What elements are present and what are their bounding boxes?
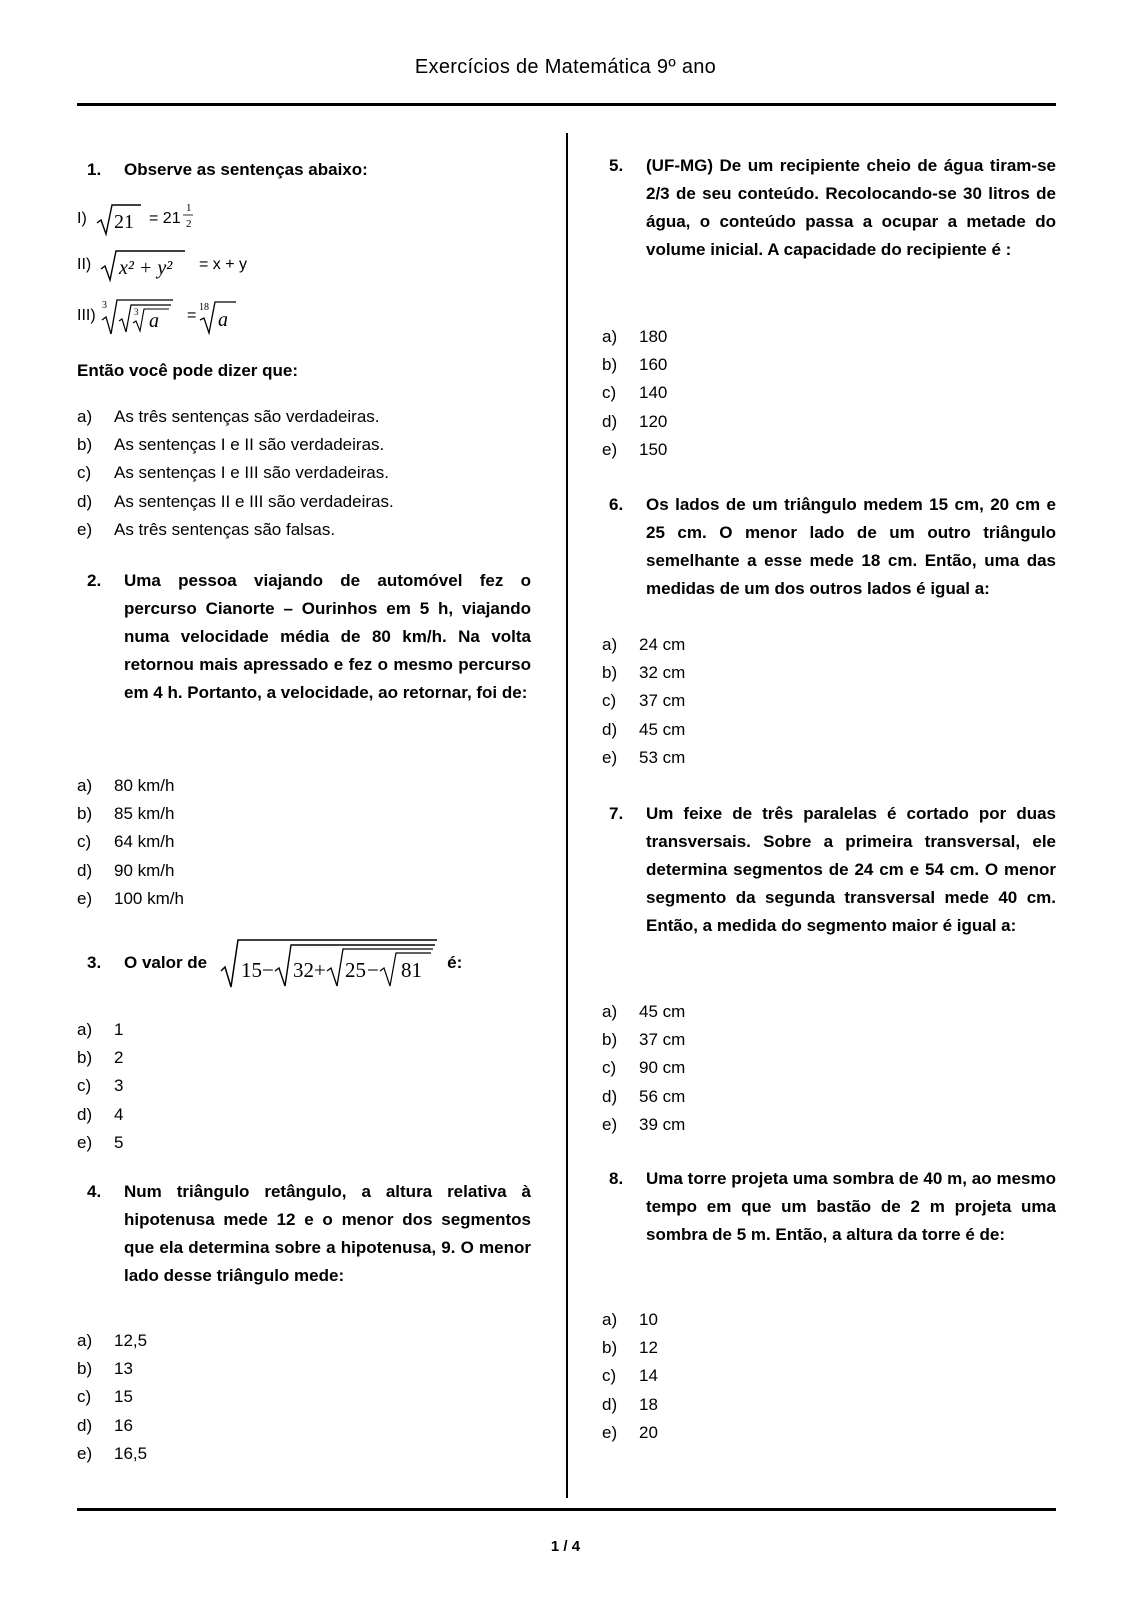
question-text: Os lados de um triângulo medem 15 cm, 20 cm e 25 cm. O menor lado de um outro triângulo semelhante a esse mede 18 cm. Então, uma das medidas de um dos outros lados é igual a: (646, 495, 1056, 598)
question-4 (87, 1178, 531, 1290)
option-c[interactable]: c) 14 (602, 1366, 658, 1386)
option-e[interactable]: e) 53 cm (602, 747, 686, 767)
option-e[interactable]: e) 100 km/h (77, 888, 184, 908)
option-d[interactable]: d) As sentenças II e III são verdadeiras. (77, 491, 394, 511)
svg-text:3: 3 (102, 300, 107, 311)
svg-text:−: − (262, 958, 274, 982)
question-8 (609, 1165, 1056, 1249)
option-a[interactable]: a) 80 km/h (77, 776, 175, 795)
question-prefix: O valor de (124, 953, 208, 972)
question-number: 5. (609, 156, 624, 175)
question-number: 6. (609, 495, 624, 514)
option-a[interactable]: a) 180 (602, 327, 668, 346)
option-c[interactable]: c) 37 cm (602, 691, 686, 711)
header-rule (77, 103, 1056, 106)
option-c[interactable]: c) As sentenças I e III são verdadeiras. (77, 463, 389, 483)
svg-text:1: 1 (185, 202, 192, 214)
option-c[interactable]: c) 15 (77, 1387, 133, 1407)
option-d[interactable]: d) 56 cm (602, 1086, 686, 1106)
question-number: 7. (609, 804, 624, 823)
question-8-options (602, 1306, 658, 1447)
option-e[interactable]: e) 150 (602, 439, 668, 459)
option-a[interactable]: a) 1 (77, 1020, 124, 1039)
option-b[interactable]: b) 160 (602, 355, 668, 375)
question-number: 8. (609, 1169, 624, 1188)
nested-root (99, 294, 177, 338)
option-c[interactable]: c) 64 km/h (77, 832, 175, 852)
question-6 (609, 491, 1056, 603)
option-b[interactable]: b) 32 cm (602, 663, 686, 683)
svg-text:21: 21 (114, 211, 134, 233)
option-a[interactable]: a) 10 (602, 1310, 658, 1329)
option-c[interactable]: c) 3 (77, 1076, 124, 1096)
question-text: Um feixe de três paralelas é cortado por duas transversais. Sobre a primeira transversal, ele determina segmentos de 24 cm e 54 cm. O menor segmento da segunda transversal mede 40 cm. Então, a medida do segmento maior é igual a: (646, 804, 1056, 935)
question-3-options (77, 1016, 123, 1157)
option-b[interactable]: b) 85 km/h (77, 804, 175, 824)
eighteenth-root (196, 294, 240, 338)
question-5-options (602, 323, 667, 464)
sqrt-x2-plus-y2 (99, 245, 189, 285)
svg-text:2: 2 (185, 218, 192, 230)
option-d[interactable]: d) 90 km/h (77, 860, 175, 880)
sentence-1 (77, 197, 197, 241)
option-d[interactable]: d) 120 (602, 411, 668, 431)
svg-text:32: 32 (293, 958, 315, 982)
svg-text:+: + (314, 958, 326, 982)
svg-text:−: − (367, 958, 379, 982)
footer-rule (77, 1508, 1056, 1511)
option-d[interactable]: d) 16 (77, 1415, 133, 1435)
question-1-lead: Então você pode dizer que: (77, 361, 299, 380)
sentence-2 (77, 243, 247, 287)
option-b[interactable]: b) As sentenças I e II são verdadeiras. (77, 435, 385, 455)
option-e[interactable]: e) 20 (602, 1422, 658, 1442)
sentence-label: II) (77, 256, 92, 273)
question-text: Uma torre projeta uma sombra de 40 m, ao mesmo tempo em que um bastão de 2 m projeta uma sombra de 5 m. Então, a altura da torre é de: (646, 1169, 1056, 1244)
question-3 (87, 935, 462, 991)
sqrt-21 (95, 199, 143, 239)
option-c[interactable]: c) 140 (602, 383, 668, 403)
question-number: 2. (87, 571, 102, 590)
question-4-options (77, 1327, 147, 1468)
option-b[interactable]: b) 13 (77, 1359, 133, 1379)
option-b[interactable]: b) 2 (77, 1048, 124, 1068)
question-number: 4. (87, 1182, 102, 1201)
option-a[interactable]: a) 45 cm (602, 1002, 686, 1021)
nested-sqrt-expression (219, 935, 441, 991)
option-c[interactable]: c) 90 cm (602, 1058, 686, 1078)
question-7-options (602, 998, 685, 1139)
question-2 (87, 567, 531, 707)
svg-text:x² + y²: x² + y² (119, 257, 173, 279)
question-text: Uma pessoa viajando de automóvel fez o percurso Cianorte – Ourinhos em 5 h, viajando numa velocidade média de 80 km/h. Na volta retornou mais apressado e fez o mesmo percurso em 4 h. Portanto, a velocidade, ao retornar, foi de: (124, 571, 531, 702)
option-d[interactable]: d) 45 cm (602, 719, 686, 739)
sentence-rhs: = 21 (149, 210, 181, 227)
option-e[interactable]: e) As três sentenças são falsas. (77, 519, 336, 539)
svg-text:3: 3 (134, 307, 139, 317)
question-1 (87, 156, 531, 184)
question-text: (UF-MG) De um recipiente cheio de água tiram-se 2/3 de seu conteúdo. Recolocando-se 30 litros de água, o conteúdo passa a ocupar a metade do volume inicial. A capacidade do recipiente é : (646, 156, 1056, 259)
option-a[interactable]: a) 24 cm (602, 635, 686, 654)
exponent-fraction (181, 199, 197, 239)
option-b[interactable]: b) 37 cm (602, 1030, 686, 1050)
option-a[interactable]: a) 12,5 (77, 1331, 148, 1350)
option-e[interactable]: e) 5 (77, 1132, 124, 1152)
svg-text:a: a (149, 310, 159, 332)
option-d[interactable]: d) 4 (77, 1104, 124, 1124)
question-number: 1. (87, 160, 102, 179)
option-e[interactable]: e) 16,5 (77, 1443, 148, 1463)
option-e[interactable]: e) 39 cm (602, 1114, 686, 1134)
question-5 (609, 152, 1056, 264)
option-b[interactable]: b) 12 (602, 1338, 658, 1358)
question-text: Observe as sentenças abaixo: (124, 160, 368, 179)
question-2-options (77, 772, 184, 913)
page-number: 1 / 4 (550, 1538, 581, 1555)
option-a[interactable]: a) As três sentenças são verdadeiras. (77, 407, 380, 426)
sentence-label: III) (77, 307, 96, 324)
sentence-rhs: = (187, 307, 197, 324)
page-title: Exercícios de Matemática 9º ano (414, 56, 717, 78)
sentence-3 (77, 294, 240, 338)
question-1-options (77, 403, 394, 544)
question-6-options (602, 631, 685, 772)
svg-text:18: 18 (199, 302, 210, 313)
question-number: 3. (87, 953, 102, 972)
svg-text:81: 81 (401, 958, 423, 982)
svg-text:a: a (218, 309, 229, 331)
sentence-label: I) (77, 210, 87, 227)
question-7 (609, 800, 1056, 940)
sentence-rhs: = x + y (199, 256, 248, 273)
svg-text:15: 15 (241, 958, 263, 982)
option-d[interactable]: d) 18 (602, 1394, 658, 1414)
column-divider (566, 133, 568, 1498)
svg-text:25: 25 (345, 958, 367, 982)
question-suffix: é: (447, 953, 463, 972)
question-text: Num triângulo retângulo, a altura relativa à hipotenusa mede 12 e o menor dos segmentos que ela determina sobre a hipotenusa, 9. O menor lado desse triângulo mede: (124, 1182, 531, 1285)
